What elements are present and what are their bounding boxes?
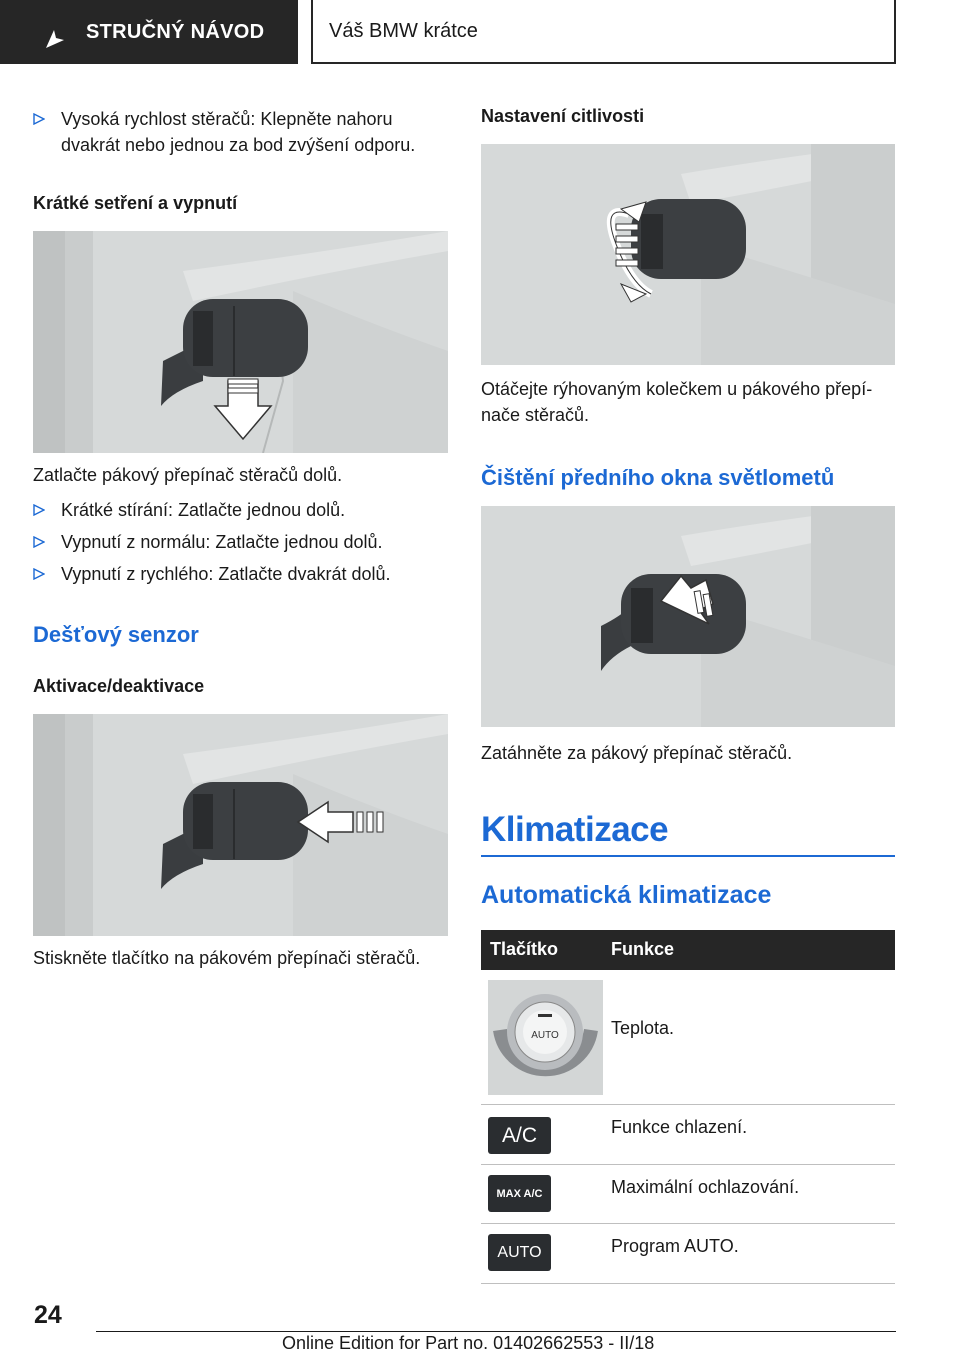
bullet-off-fast: Vypnutí z rychlého: Zatlačte dvakrát dolů. [33,561,453,587]
chapter-label: Váš BMW krátce [329,19,478,42]
figure-lever-pull [481,506,895,727]
chapter-box [311,0,896,64]
caption-wheel-line1: Otáčejte rýhovaným kolečkem u pákového přepí- [481,379,873,399]
auto-button-image: AUTO [488,1234,551,1271]
table-row [481,1165,895,1224]
max-ac-button-image: MAX A/C [488,1175,551,1212]
function-temperature: Teplota. [611,1018,675,1038]
triangle-bullet-icon [33,113,45,125]
footer-edition: Online Edition for Part no. 01402662553 - II/18 [282,1333,655,1353]
triangle-bullet-icon [33,568,45,580]
table-row [481,1105,895,1165]
table-header [481,930,895,970]
arrow-icon [44,28,66,50]
figure-wheel-rotate [481,144,895,365]
ac-button-image: A/C [488,1117,551,1154]
section-tab-label: STRUČNÝ NÁVOD [86,20,265,43]
figure-lever-down [33,231,448,453]
heading-short-wipe: Krátké setření a vypnutí [33,193,238,213]
function-max-cooling: Maximální ochlazování. [611,1177,800,1197]
knob-auto-label: AUTO [531,1030,559,1041]
bullet-high-speed: Vysoká rychlost stěračů: Klepněte nahoru dvakrát nebo jednou za bod zvýšení odporu. [33,106,453,158]
heading-activation: Aktivace/deaktivace [33,676,205,696]
bullet-off-normal: Vypnutí z normálu: Zatlačte jednou dolů. [33,529,453,555]
page-number: 24 [34,1301,62,1329]
chapter-title: Klimatizace [481,810,669,849]
figure-lever-press [33,714,448,936]
caption-lever-press: Stiskněte tlačítko na pákovém přepínači stěračů. [33,948,421,968]
bullet-short-wipe: Krátké stírání: Zatlačte jednou dolů. [33,497,453,523]
section-automatic-climate: Automatická klimatizace [481,881,772,909]
table-row [481,970,895,1105]
chapter-title-rule [481,855,895,857]
col-function-header: Funkce [611,939,675,959]
col-button-header: Tlačítko [490,939,559,959]
climate-table [481,930,895,1284]
triangle-bullet-icon [33,536,45,548]
triangle-bullet-icon [33,504,45,516]
function-auto-program: Program AUTO. [611,1236,739,1256]
caption-wheel-line2: nače stěračů. [481,405,590,425]
section-windscreen-cleaning: Čištění předního okna světlometů [481,465,835,490]
section-rain-sensor: Dešťový senzor [33,622,199,647]
function-cooling: Funkce chlazení. [611,1117,748,1137]
footer-rule [96,1331,896,1332]
table-row [481,1224,895,1284]
heading-sensitivity: Nastavení citlivosti [481,106,645,126]
section-tab [0,0,298,64]
caption-lever-pull: Zatáhněte za pákový přepínač stěračů. [481,743,793,763]
temperature-knob-image [488,980,603,1095]
caption-lever-down: Zatlačte pákový přepínač stěračů dolů. [33,465,343,485]
